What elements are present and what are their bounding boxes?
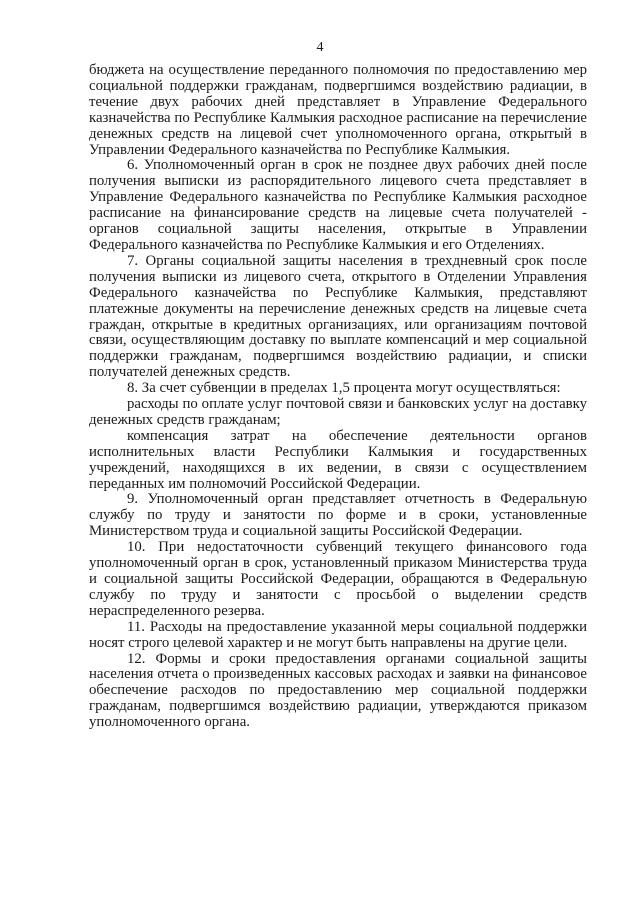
document-body	[89, 63, 587, 731]
paragraph-10: 10. При недостаточности субвенций текущего финансового года уполномоченный орган в срок, установленный приказом Министерства труда и социальной защиты Российской Федерации, обращаются в Федеральную службу по труду и занятости с просьбой о выделении средств нераспределенного резерва.	[89, 539, 587, 619]
paragraph-6: 6. Уполномоченный орган в срок не позднее двух рабочих дней после получения выписки из распорядительного лицевого счета представляет в Управление Федерального казначейства по Республике Калмыкия расходное расписание на финансирование средств на лицевые счета получателей - органов социальной защиты населения, открытые в Управлении Федерального казначейства по Республике Калмыкия и его Отделениях.	[89, 157, 587, 253]
paragraph-8: 8. За счет субвенции в пределах 1,5 процента могут осуществляться:	[127, 380, 561, 397]
page-number: 4	[316, 40, 324, 55]
paragraph-8-item-compensation: компенсация затрат на обеспечение деятельности органов исполнительных власти Республики Калмыкия и государственных учреждений, находящихся в их ведении, в связи с осуществлением переданных им полномочий Российской Федерации.	[89, 427, 587, 492]
paragraph-12: 12. Формы и сроки предоставления органами социальной защиты населения отчета о произведенных кассовых расходах и заявки на финансовое обеспечение расходов по предоставлению мер социальной поддержки гражданам, подвергшимся воздействию радиации, утверждаются приказом уполномоченного органа.	[89, 650, 587, 731]
paragraph-11: 11. Расходы на предоставление указанной меры социальной поддержки носят строго целевой характер и не могут быть направлены на другие цели.	[89, 618, 587, 651]
paragraph-7: 7. Органы социальной защиты населения в трехдневный срок после получения выписки из лицевого счета, открытого в Отделении Управления Федерального казначейства по Республике Калмыкия, представляют платежные документы на перечисление денежных средств на лицевые счета граждан, открытые в кредитных организациях, или организациям почтовой связи, осуществляющим доставку по выплате компенсаций и мер социальной поддержки гражданам, подвергшимся воздействию радиации, и списки получателей денежных средств.	[89, 252, 587, 381]
paragraph-continuation: бюджета на осуществление переданного полномочия по предоставлению мер социальной поддержки гражданам, подвергшимся воздействию радиации, в течение двух рабочих дней представляет в Управление Федерального казначейства по Республике Калмыкия расходное расписание на перечисление денежных средств на лицевой счет уполномоченного органа, открытый в Управлении Федерального казначейства по Республике Калмыкия.	[89, 62, 587, 158]
paragraph-8-item-postal: расходы по оплате услуг почтовой связи и банковских услуг на доставку денежных средств гражданам;	[89, 396, 587, 428]
paragraph-9: 9. Уполномоченный орган представляет отчетность в Федеральную службу по труду и занятости по форме и в сроки, установленные Министерством труда и социальной защиты Российской Федерации.	[89, 491, 587, 540]
